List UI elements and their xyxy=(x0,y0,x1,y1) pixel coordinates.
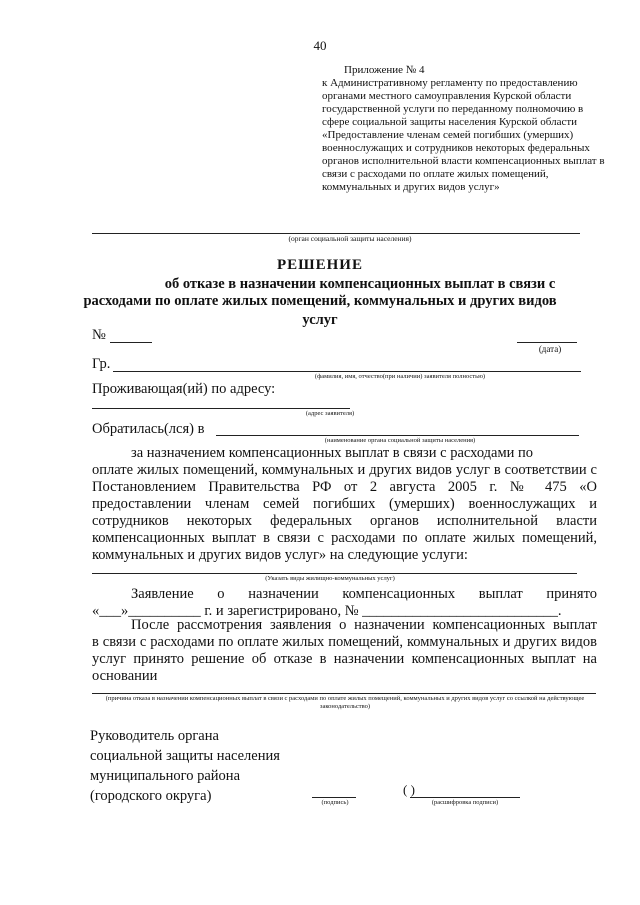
signature-hint: (подпись) xyxy=(321,799,349,806)
subtitle-line-3: услуг xyxy=(302,312,338,328)
decode-brackets: ( ) xyxy=(403,782,415,797)
number-label: № xyxy=(92,327,106,343)
address-label: Проживающая(ий) по адресу: xyxy=(92,381,276,397)
decode-hint: (расшифровка подписи) xyxy=(431,799,499,806)
gr-label: Гр. xyxy=(92,356,111,372)
applied-label: Обратилась(лся) в xyxy=(92,421,205,437)
address-hint: (адрес заявителя) xyxy=(305,410,355,417)
subtitle-line-1: об отказе в назначении компенсационных выплат в связи с xyxy=(164,276,556,292)
address-field xyxy=(92,408,350,409)
decode-field xyxy=(410,797,520,798)
statement-date: «___»__________ г. и зарегистрировано, № ___________________________. xyxy=(92,603,562,619)
date-hint: (дата) xyxy=(538,344,562,354)
reason-field xyxy=(92,693,596,694)
signer-line-4: (городского округа) xyxy=(90,788,212,804)
para2-first-line: После рассмотрения заявления о назначении компенсационных выплат xyxy=(131,617,597,633)
applied-field xyxy=(216,435,579,436)
applied-hint: (наименование органа социальной защиты населения) xyxy=(324,437,476,444)
page-number: 40 xyxy=(313,38,327,53)
fio-field xyxy=(113,371,581,372)
reason-hint: (причина отказа в назначении компенсационных выплат в связи с расходами по оплате жилых помещений, коммунальных и других видов услуг со ссылкой на действующее законодательство) xyxy=(105,695,585,710)
signer-line-3: муниципального района xyxy=(90,768,240,784)
signer-line-1: Руководитель органа xyxy=(90,728,219,744)
signer-block xyxy=(90,726,280,806)
signer-line-2: социальной защиты населения xyxy=(90,748,280,764)
statement-line: Заявление о назначении компенсационных выплат принято xyxy=(131,586,597,602)
document-title: РЕШЕНИЕ xyxy=(277,257,363,273)
signature-field xyxy=(312,797,356,798)
para1-first-line: за назначением компенсационных выплат в связи с расходами по xyxy=(131,445,534,461)
appendix-text: к Административному регламенту по предоставлению органами местного самоуправления Курской области государственной услуги по переданному полномочию в сфере социальной защиты населения Курской области «Предоставление членам семей погибших (умерших) военнослужащих и сотрудников некоторых федеральных органов исполнительной власти компенсационных выплат в связи с расходами по оплате жилых помещений, коммунальных и других видов услуг» xyxy=(322,77,605,193)
document-subtitle xyxy=(80,276,640,329)
appendix-block xyxy=(322,64,612,194)
organ-hint: (орган социальной защиты населения) xyxy=(288,234,412,243)
fio-hint: (фамилия, имя, отчество(при наличии) заявителя полностью) xyxy=(314,373,486,380)
services-hint: (Указать виды жилищно-коммунальных услуг) xyxy=(265,575,395,582)
appendix-heading: Приложение № 4 xyxy=(344,64,425,76)
para1-body: оплате жилых помещений, коммунальных и других видов услуг в соответствии с Постановлением Правительства РФ от 2 августа 2005 г. № 475 «О предоставлении членам семей погибших (умерших) военнослужащих и сотрудников некоторых федеральных органов исполнительной власти компенсационных выплат в связи с расходами по оплате жилых помещений, коммунальных и других видов услуг» на следующие услуги: xyxy=(92,462,597,563)
number-field xyxy=(110,342,152,343)
subtitle-line-2: расходами по оплате жилых помещений, коммунальных и других видов xyxy=(83,293,557,309)
services-field xyxy=(92,573,577,574)
date-field xyxy=(517,342,577,343)
para2-body: в связи с расходами по оплате жилых помещений, коммунальных и других видов услуг принято решение об отказе в назначении компенсационных выплат на основании xyxy=(92,634,597,684)
